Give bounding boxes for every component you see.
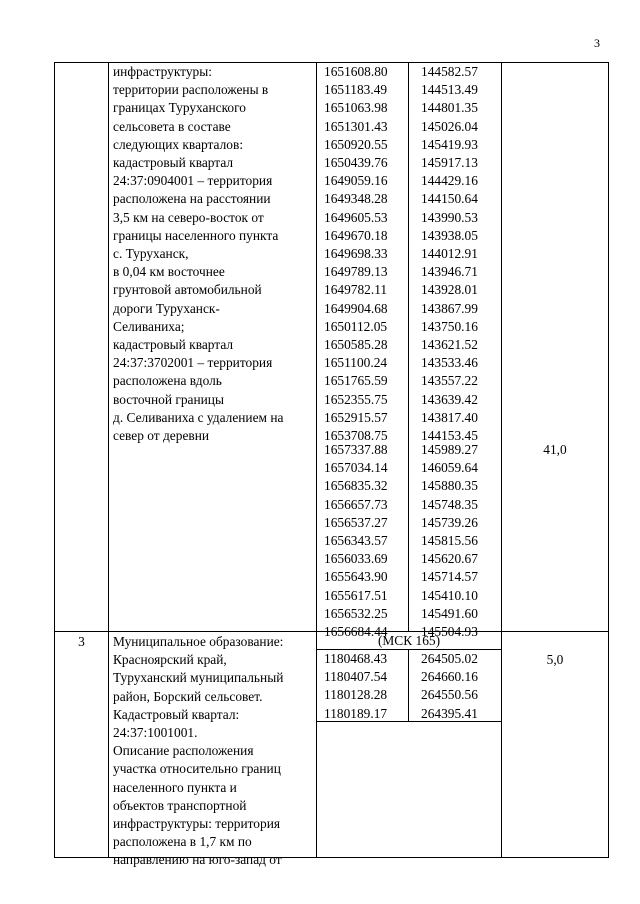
coordinate-x: 1651765.59 — [324, 373, 388, 389]
description-line: инфраструктуры: территория — [113, 816, 281, 831]
row3-number: 3 — [78, 634, 85, 649]
coordinate-y: 144150.64 — [421, 191, 478, 207]
coordinate-y: 143621.52 — [421, 337, 478, 352]
coordinate-x: 1651608.80 — [324, 64, 388, 79]
col-divider-3-upper — [408, 62, 409, 631]
coordinate-y: 145026.04 — [421, 118, 478, 134]
description-line: 3,5 км на северо-восток от — [113, 209, 264, 225]
coordinate-y: 143867.99 — [421, 300, 478, 316]
row-continued-area: 41,0 — [543, 442, 567, 457]
description-line: направлению на юго-запад от — [113, 852, 282, 868]
coordinate-y: 144012.91 — [421, 246, 478, 261]
coordinate-x: 1655617.51 — [324, 587, 388, 603]
coordinate-x: 1657034.14 — [324, 460, 388, 476]
description-line: участка относительно границ — [113, 761, 281, 777]
col-divider-4 — [501, 62, 502, 858]
coordinate-x: 1657337.88 — [324, 442, 388, 457]
coordinate-x: 1651301.43 — [324, 118, 388, 134]
coordinate-x: 1650585.28 — [324, 337, 388, 352]
coordinate-x: 1656657.73 — [324, 496, 388, 512]
row3-area: 5,0 — [546, 652, 564, 667]
description-line: в 0,04 км восточнее — [113, 264, 225, 280]
row3-crs-label: (МСК 165) — [377, 633, 441, 648]
description-line: границах Туруханского — [113, 100, 246, 116]
description-line: дороги Туруханск- — [113, 300, 220, 316]
col-divider-1 — [108, 62, 109, 858]
description-line: территории расположены в — [113, 82, 269, 98]
coordinate-x: 1180468.43 — [324, 651, 388, 666]
coordinate-y: 145410.10 — [421, 587, 478, 603]
coordinate-x: 1653708.75 — [324, 428, 388, 443]
coordinate-y: 145739.26 — [421, 514, 478, 530]
coordinate-y: 145504.93 — [421, 624, 478, 639]
coordinate-x: 1649782.11 — [324, 282, 388, 298]
description-line: расположена в 1,7 км по — [113, 834, 252, 850]
coordinate-x: 1651100.24 — [324, 355, 388, 371]
coordinate-x: 1656835.32 — [324, 478, 388, 494]
description-line: расположена вдоль — [113, 373, 222, 389]
coordinate-x: 1656033.69 — [324, 551, 388, 567]
description-line: Красноярский край, — [113, 652, 227, 668]
description-line: инфраструктуры: — [113, 64, 212, 79]
coordinate-y: 143557.22 — [421, 373, 478, 389]
coordinate-x: 1652915.57 — [324, 409, 388, 425]
coordinate-x: 1650920.55 — [324, 136, 388, 152]
coordinate-x: 1649059.16 — [324, 173, 388, 189]
coordinate-y: 143928.01 — [421, 282, 478, 298]
coordinate-x: 1180189.17 — [324, 705, 388, 721]
coordinate-y: 143750.16 — [421, 318, 478, 334]
coordinate-x: 1652355.75 — [324, 391, 388, 407]
coordinate-x: 1649670.18 — [324, 227, 388, 243]
description-line: расположена на расстоянии — [113, 191, 271, 207]
coordinate-x: 1651183.49 — [324, 82, 388, 98]
coordinate-y: 144582.57 — [421, 64, 478, 79]
coordinate-y: 143533.46 — [421, 355, 478, 371]
description-line: 24:37:0904001 – территория — [113, 173, 273, 189]
description-line: следующих кварталов: — [113, 136, 244, 152]
coordinate-y: 143946.71 — [421, 264, 478, 280]
page-number: 3 — [594, 36, 600, 50]
description-line: Описание расположения — [113, 743, 254, 759]
coordinate-x: 1650112.05 — [324, 318, 388, 334]
description-line: сельсовета в составе — [113, 118, 231, 134]
coordinate-y: 143990.53 — [421, 209, 478, 225]
table-right-border — [608, 62, 609, 858]
coordinate-y: 145620.67 — [421, 551, 478, 567]
coordinate-x: 1649789.13 — [324, 264, 388, 280]
coordinate-x: 1656343.57 — [324, 533, 388, 548]
description-line: объектов транспортной — [113, 797, 247, 813]
coordinate-x: 1655643.90 — [324, 569, 388, 585]
coordinate-y: 143938.05 — [421, 227, 478, 243]
coordinate-x: 1180407.54 — [324, 669, 388, 685]
description-line: Кадастровый квартал: — [113, 706, 240, 722]
description-line: восточной границы — [113, 391, 224, 407]
description-line: грунтовой автомобильной — [113, 282, 262, 298]
coordinate-x: 1650439.76 — [324, 155, 388, 170]
coordinate-y: 144429.16 — [421, 173, 478, 189]
description-line: Муниципальное образование: — [113, 634, 284, 649]
coordinate-y: 264550.56 — [421, 687, 478, 703]
coordinate-y: 145714.57 — [421, 569, 478, 585]
coordinate-x: 1656537.27 — [324, 514, 388, 530]
coordinate-x: 1649605.53 — [324, 209, 388, 225]
coordinate-x: 1180128.28 — [324, 687, 388, 703]
coordinate-y: 145917.13 — [421, 155, 478, 170]
coordinate-y: 144513.49 — [421, 82, 478, 98]
coordinate-y: 145989.27 — [421, 442, 478, 457]
coordinate-y: 144801.35 — [421, 100, 478, 116]
coordinate-y: 264660.16 — [421, 669, 478, 685]
coordinate-x: 1649904.68 — [324, 300, 388, 316]
coordinate-y: 264395.41 — [421, 705, 478, 721]
description-line: 24:37:1001001. — [113, 725, 198, 740]
coordinate-x: 1656532.25 — [324, 605, 388, 621]
table-left-border — [54, 62, 55, 858]
description-line: с. Туруханск, — [113, 246, 189, 261]
description-line: кадастровый квартал — [113, 155, 234, 170]
description-line: границы населенного пункта — [113, 227, 279, 243]
description-line: район, Борский сельсовет. — [113, 688, 263, 704]
coordinate-y: 144153.45 — [421, 428, 478, 443]
description-line: север от деревни — [113, 428, 210, 443]
description-line: населенного пункта и — [113, 779, 237, 795]
coordinate-x: 1649348.28 — [324, 191, 388, 207]
coordinate-x: 1656684.44 — [324, 624, 388, 639]
description-line: Селиваниха; — [113, 318, 185, 334]
coordinate-x: 1651063.98 — [324, 100, 388, 116]
col-divider-2 — [316, 62, 317, 858]
description-line: Туруханский муниципальный — [113, 670, 284, 686]
coordinate-y: 143817.40 — [421, 409, 478, 425]
coordinate-y: 146059.64 — [421, 460, 478, 476]
description-line: д. Селиваниха с удалением на — [113, 409, 284, 425]
coordinate-y: 145748.35 — [421, 496, 478, 512]
coordinate-y: 145419.93 — [421, 136, 478, 152]
description-line: 24:37:3702001 – территория — [113, 355, 273, 371]
coordinate-y: 145491.60 — [421, 605, 478, 621]
coordinate-y: 145815.56 — [421, 533, 478, 548]
coordinate-y: 145880.35 — [421, 478, 478, 494]
col-divider-3-lower — [408, 649, 409, 721]
coordinate-y: 143639.42 — [421, 391, 478, 407]
description-line: кадастровый квартал — [113, 337, 234, 352]
coordinate-x: 1649698.33 — [324, 246, 388, 261]
coordinate-y: 264505.02 — [421, 651, 478, 666]
